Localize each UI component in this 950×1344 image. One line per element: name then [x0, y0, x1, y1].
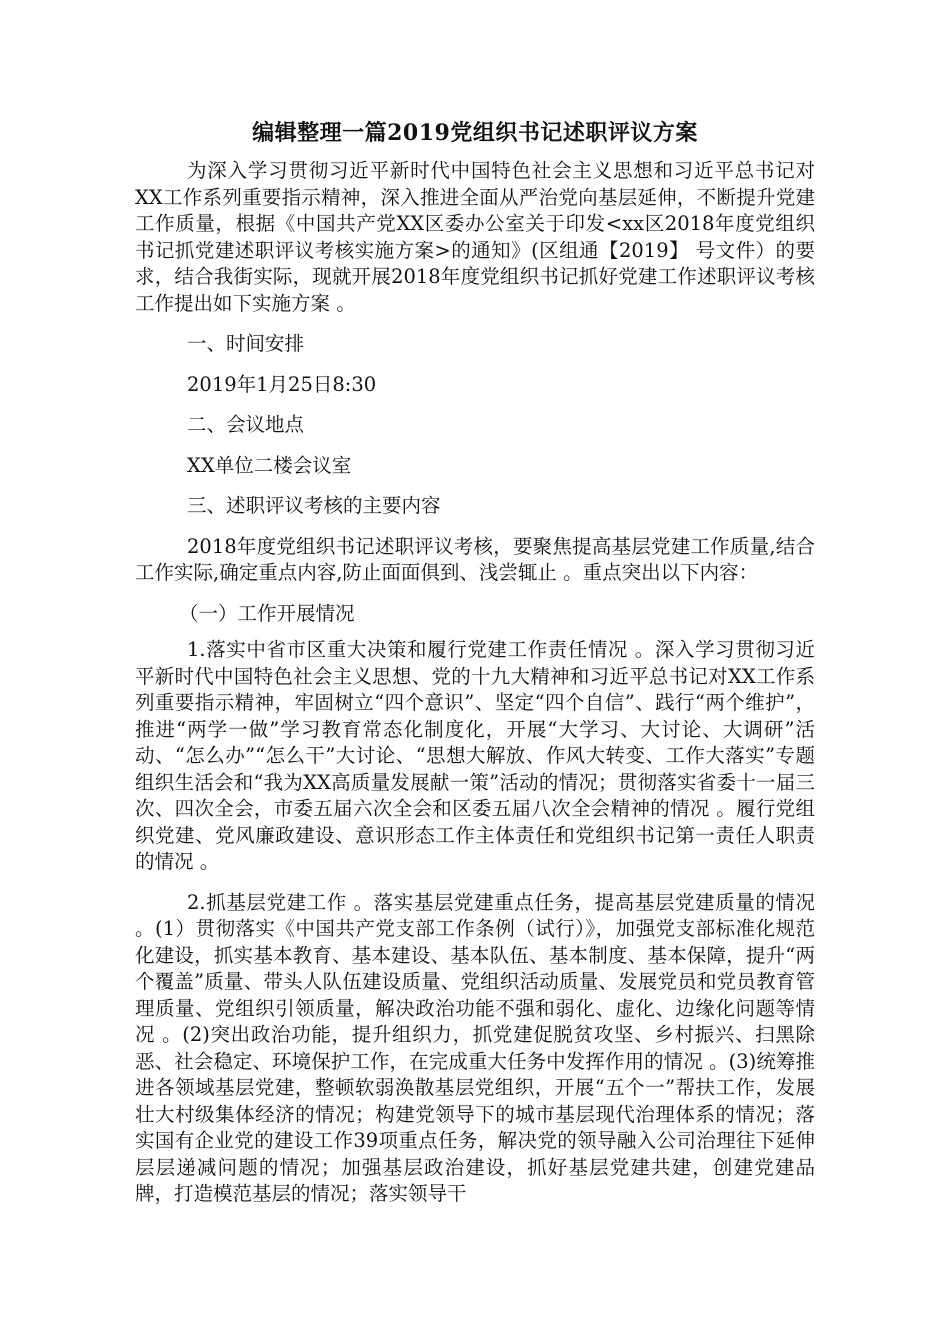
- meeting-location: XX单位二楼会议室: [187, 453, 352, 477]
- schedule-datetime: 2019年1月25日8:30: [187, 372, 377, 396]
- section-heading-schedule: 一、时间安排: [187, 332, 305, 355]
- section-heading-content: 三、述职评议考核的主要内容: [187, 494, 441, 517]
- item-1-paragraph: 1.落实中省市区重大决策和履行党建工作责任情况 。深入学习贯彻习近平新时代中国特色社会主义思想、党的十九大精神和习近平总书记对XX工作系列重要指示精神，牢固树立“四个意识”、坚定“四个自信”、践行“两个维护”，推进“两学一做”学习教育常态化制度化，开展“大学习、大讨论、大调研”活动、“怎么办”“怎么干”大讨论、“思想大解放、作风大转变、工作大落实”专题组织生活会和“我为XX高质量发展献一策”活动的情况；贯彻落实省委十一届三次、四次全会，市委五届六次全会和区委五届八次全会精神的情况 。履行党组织党建、党风廉政建设、意识形态工作主体责任和党组织书记第一责任人职责的情况 。: [135, 638, 815, 873]
- section-heading-location: 二、会议地点: [187, 413, 305, 436]
- intro-paragraph: 为深入学习贯彻习近平新时代中国特色社会主义思想和习近平总书记对XX工作系列重要指示精神，深入推进全面从严治党向基层延伸，不断提升党建工作质量，根据《中国共产党XX区委办公室关于印发<xx区2018年度党组织书记抓党建述职评议考核实施方案>的通知》(区组通【2019】 号文件）的要求，结合我街实际，现就开展2018年度党组织书记抓好党建工作述职评议考核工作提出如下实施方案 。: [135, 159, 815, 315]
- content-paragraph: 2018年度党组织书记述职评议考核，要聚焦提高基层党建工作质量,结合工作实际,确定重点内容,防止面面俱到、浅尝辄止 。重点突出以下内容：: [135, 534, 815, 584]
- document-title: 编辑整理一篇2019党组织书记述职评议方案: [252, 120, 698, 146]
- subsection-heading-work: （一）工作开展情况: [179, 601, 355, 625]
- item-2-paragraph: 2.抓基层党建工作 。落实基层党建重点任务，提高基层党建质量的情况 。(1）贯彻落实《中国共产党支部工作条例（试行）》，加强党支部标准化规范化建设，抓实基本教育、基本建设、基本队伍、基本制度、基本保障，提升“两个覆盖”质量、带头人队伍建设质量、党组织活动质量、发展党员和党员教育管理质量、党组织引领质量，解决政治功能不强和弱化、虚化、边缘化问题等情况 。(2)突出政治功能，提升组织力，抓党建促脱贫攻坚、乡村振兴、扫黑除恶、社会稳定、环境保护工作，在完成重大任务中发挥作用的情况 。(3)统筹推进各领域基层党建，整顿软弱涣散基层党组织，开展“五个一”帮扶工作，发展壮大村级集体经济的情况；构建党领导下的城市基层现代治理体系的情况；落实国有企业党的建设工作39项重点任务，解决党的领导融入公司治理往下延伸层层递减问题的情况；加强基层政治建设，抓好基层党建共建，创建党建品牌，打造模范基层的情况；落实领导干: [135, 890, 815, 1205]
- document-body: [135, 158, 815, 1208]
